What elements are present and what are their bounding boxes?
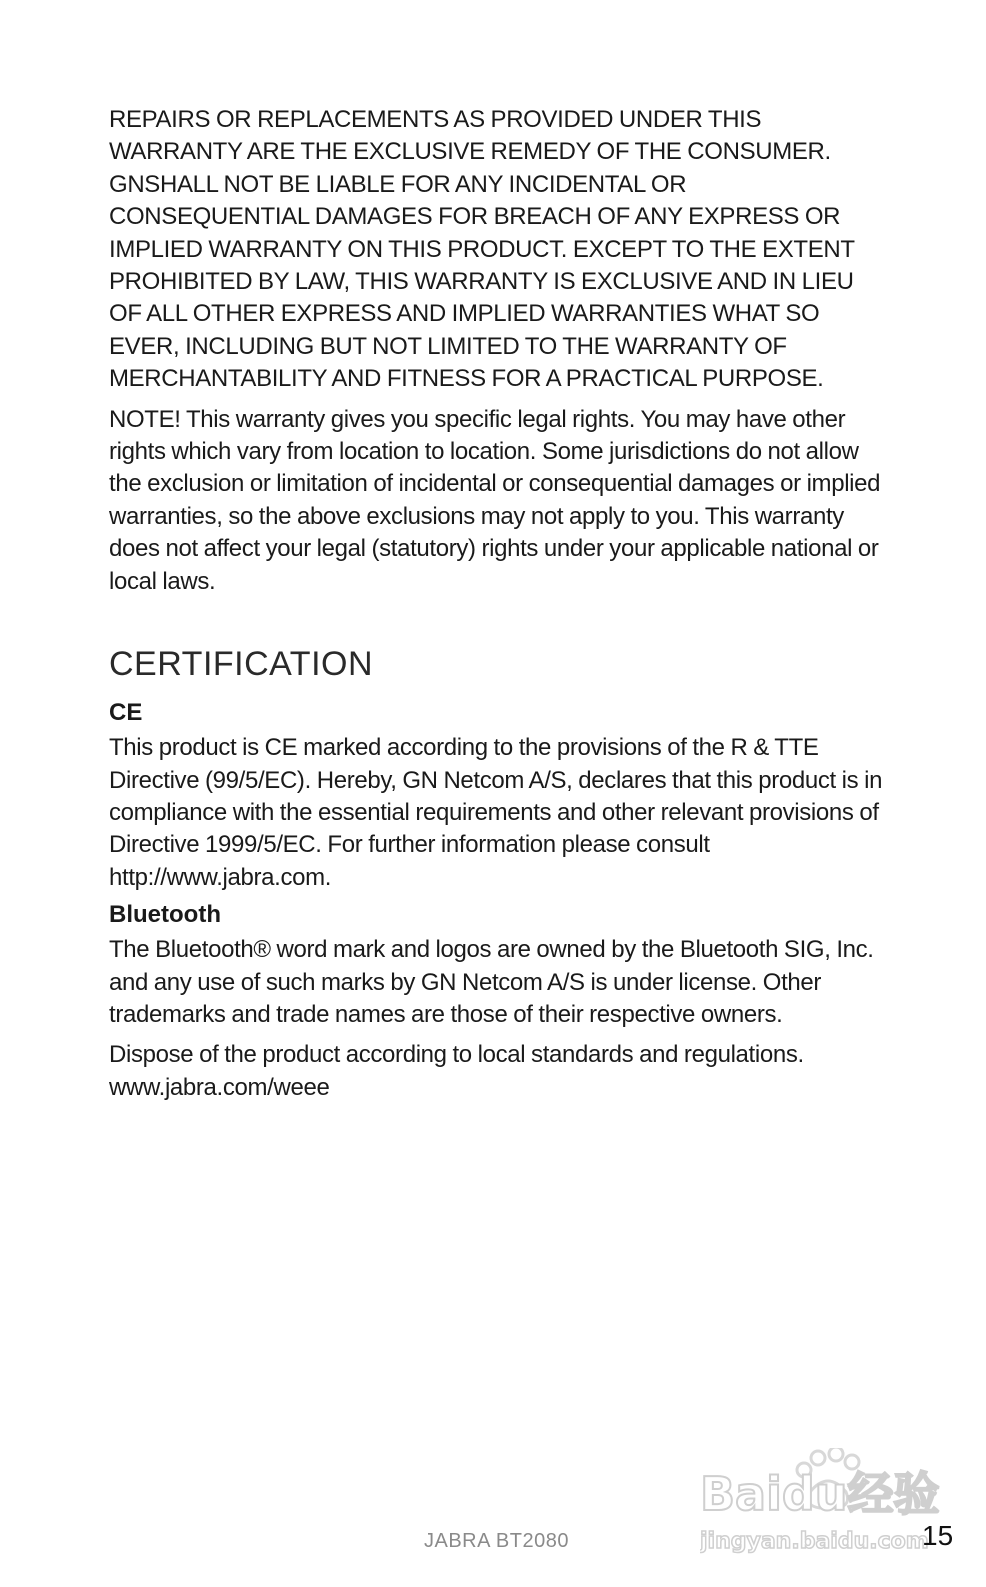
footer-model-name: JABRA BT2080 <box>424 1530 569 1552</box>
document-page <box>109 104 889 1104</box>
ce-paragraph: This product is CE marked according to the provisions of the R & TTE Directive (99/5/EC). Hereby, GN Netcom A/S, declares that this product is in compliance with the essential requirements and other relevant provisions of Directive 1999/5/EC. For further information please consult http://www.jabra.com. <box>109 734 883 891</box>
note-paragraph: NOTE! This warranty gives you specific legal rights. You may have other rights which vary from location to location. Some jurisdictions do not allow the exclusion or limitation of incidental or consequential damages or implied warranties, so the above exclusions may not apply to you. This warranty does not affect your legal (statutory) rights under your applicable national or local laws. <box>109 405 881 595</box>
baidu-watermark-logo <box>700 1448 940 1558</box>
page-number: 15 <box>922 1520 954 1551</box>
ce-heading: CE <box>109 699 143 727</box>
certification-title: CERTIFICATION <box>109 645 374 684</box>
bluetooth-paragraph: The Bluetooth® word mark and logos are owned by the Bluetooth SIG, Inc. and any use of such marks by GN Netcom A/S is under license. Other trademarks and trade names are those of their respective owners. <box>109 936 874 1028</box>
watermark-brand: Baidu经验 <box>700 1467 940 1521</box>
dispose-text: Dispose of the product according to local standards and regulations. <box>109 1041 804 1069</box>
watermark-url: jingyan.baidu.com <box>700 1529 929 1554</box>
bluetooth-heading: Bluetooth <box>109 901 221 929</box>
warranty-disclaimer: REPAIRS OR REPLACEMENTS AS PROVIDED UNDER THIS WARRANTY ARE THE EXCLUSIVE REMEDY OF THE CONSUMER. GNSHALL NOT BE LIABLE FOR ANY INCIDENTAL OR CONSEQUENTIAL DAMAGES FOR BREACH OF ANY EXPRESS OR IMPLIED WARRANTY ON THIS PRODUCT. EXCEPT TO THE EXTENT PROHIBITED BY LAW, THIS WARRANTY IS EXCLUSIVE AND IN LIEU OF ALL OTHER EXPRESS AND IMPLIED WARRANTIES WHAT SO EVER, INCLUDING BUT NOT LIMITED TO THE WARRANTY OF MERCHANTABILITY AND FITNESS FOR A PRACTICAL PURPOSE. <box>109 106 855 393</box>
dispose-link[interactable]: www.jabra.com/weee <box>109 1073 330 1101</box>
dispose-paragraph <box>109 1039 889 1104</box>
